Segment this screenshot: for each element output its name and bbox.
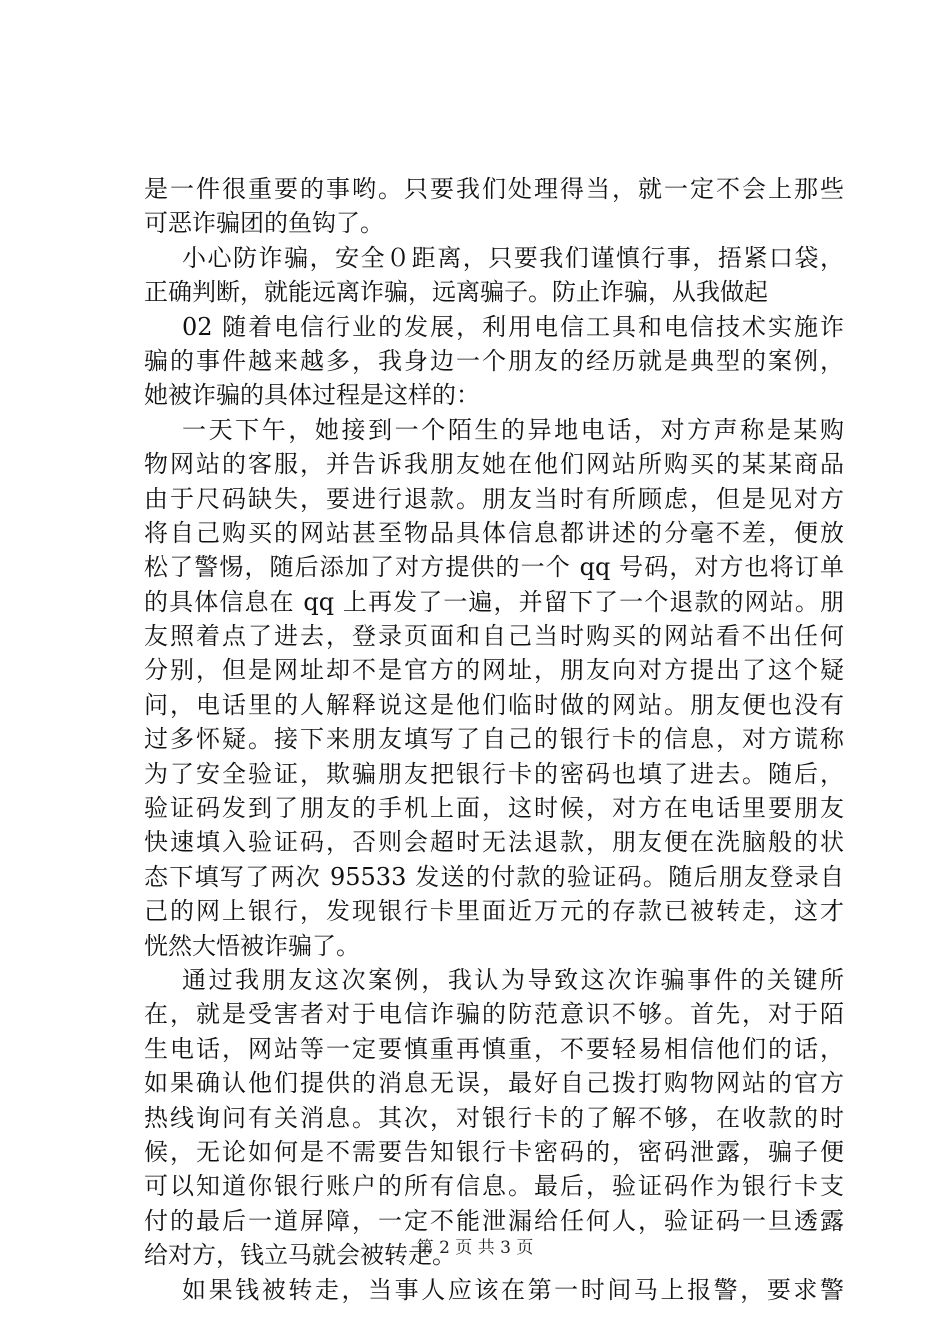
text-line: 的具体信息在 qq 上再发了一遍，并留下了一个退款的网站。朋 — [144, 587, 844, 616]
text-line: 分别，但是网址却不是官方的网址，朋友向对方提出了这个疑 — [144, 656, 844, 685]
text-line: 小心防诈骗，安全０距离，只要我们谨慎行事，捂紧口袋， — [182, 243, 844, 272]
text-line: 一天下午，她接到一个陌生的异地电话，对方声称是某购 — [182, 415, 844, 444]
text-line: 由于尺码缺失，要进行退款。朋友当时有所顾虑，但是见对方 — [144, 484, 844, 513]
text-line: 正确判断，就能远离诈骗，远离骗子。防止诈骗，从我做起 — [144, 278, 768, 307]
text-line: 态下填写了两次 95533 发送的付款的验证码。随后朋友登录自 — [144, 862, 844, 891]
text-line: 为了安全验证，欺骗朋友把银行卡的密码也填了进去。随后， — [144, 759, 844, 788]
text-line: 物网站的客服，并告诉我朋友她在他们网站所购买的某某商品 — [144, 450, 844, 479]
text-line: 友照着点了进去，登录页面和自己当时购买的网站看不出任何 — [144, 622, 844, 651]
body-text — [144, 172, 844, 1307]
text-line: 给对方，钱立马就会被转走。 — [144, 1241, 456, 1270]
text-line: 02 随着电信行业的发展，利用电信工具和电信技术实施诈 — [182, 312, 844, 341]
text-line: 恍然大悟被诈骗了。 — [144, 931, 360, 960]
text-line: 过多怀疑。接下来朋友填写了自己的银行卡的信息，对方谎称 — [144, 725, 844, 754]
text-line: 骗的事件越来越多，我身边一个朋友的经历就是典型的案例， — [144, 346, 844, 375]
text-line: 她被诈骗的具体过程是这样的： — [144, 381, 480, 410]
text-line: 将自己购买的网站甚至物品具体信息都讲述的分毫不差，便放 — [144, 518, 844, 547]
text-line: 候，无论如何是不需要告知银行卡密码的，密码泄露，骗子便 — [144, 1137, 844, 1166]
text-line: 可以知道你银行账户的所有信息。最后，验证码作为银行卡支 — [144, 1172, 844, 1201]
text-line: 己的网上银行，发现银行卡里面近万元的存款已被转走，这才 — [144, 897, 844, 926]
text-line: 付的最后一道屏障，一定不能泄漏给任何人，验证码一旦透露 — [144, 1206, 844, 1235]
text-line: 松了警惕，随后添加了对方提供的一个 qq 号码，对方也将订单 — [144, 553, 844, 582]
text-line: 如果钱被转走，当事人应该在第一时间马上报警，要求警 — [182, 1275, 844, 1304]
text-line: 如果确认他们提供的消息无误，最好自己拨打购物网站的官方 — [144, 1069, 844, 1098]
text-line: 问，电话里的人解释说这是他们临时做的网站。朋友便也没有 — [144, 690, 844, 719]
text-line: 热线询问有关消息。其次，对银行卡的了解不够，在收款的时 — [144, 1103, 844, 1132]
text-line: 通过我朋友这次案例，我认为导致这次诈骗事件的关键所 — [182, 965, 844, 994]
text-line: 在，就是受害者对于电信诈骗的防范意识不够。首先，对于陌 — [144, 1000, 844, 1029]
page-footer: 第 2 页 共 3 页 — [416, 1238, 534, 1258]
text-line: 可恶诈骗团的鱼钩了。 — [144, 209, 384, 238]
text-line: 快速填入验证码，否则会超时无法退款，朋友便在洗脑般的状 — [144, 828, 844, 857]
text-line: 验证码发到了朋友的手机上面，这时候，对方在电话里要朋友 — [144, 794, 844, 823]
text-line: 是一件很重要的事哟。只要我们处理得当，就一定不会上那些 — [144, 175, 844, 203]
text-line: 生电话，网站等一定要慎重再慎重，不要轻易相信他们的话， — [144, 1034, 844, 1063]
